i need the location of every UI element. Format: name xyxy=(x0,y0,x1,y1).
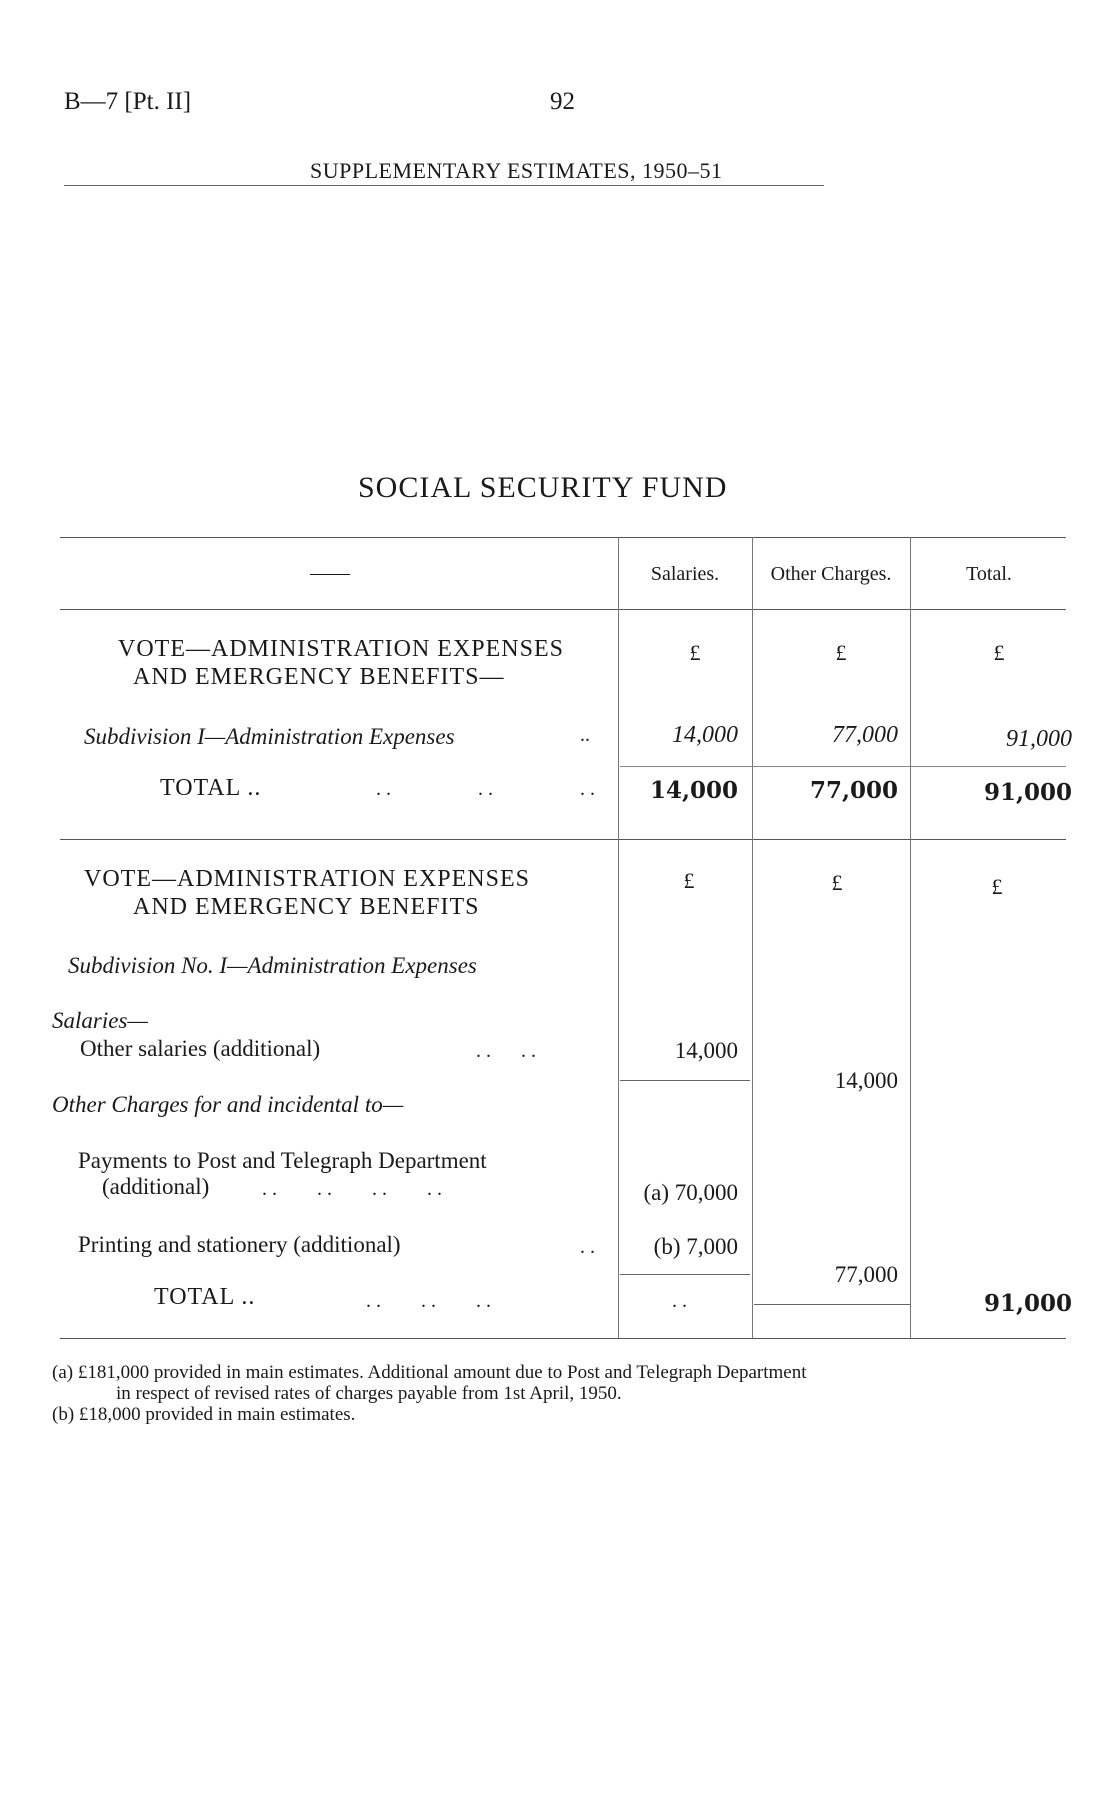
column-header-other-charges: Other Charges. xyxy=(770,563,892,585)
running-title: SUPPLEMENTARY ESTIMATES, 1950–51 xyxy=(310,158,723,183)
total-salaries-value: 14,000 xyxy=(649,777,738,804)
subtotal-rule xyxy=(620,766,1066,767)
subdivision-label: Subdivision No. I—Administration Expenses xyxy=(68,953,477,978)
table-bottom-rule xyxy=(60,1338,1066,1339)
currency-symbol: £ xyxy=(831,870,843,895)
page-title: SOCIAL SECURITY FUND xyxy=(358,471,728,504)
line-item-value: (b) 7,000 xyxy=(653,1234,738,1259)
column-header-total: Total. xyxy=(966,563,1012,585)
page-number: 92 xyxy=(550,88,575,115)
line-item-value: 14,000 xyxy=(674,1038,738,1063)
leader-dots: . . xyxy=(376,778,391,800)
footnote-b: (b) £18,000 provided in main estimates. xyxy=(52,1404,356,1425)
total-total-value: 91,000 xyxy=(983,779,1072,806)
currency-symbol: £ xyxy=(991,874,1003,899)
currency-symbol: £ xyxy=(689,640,701,665)
currency-symbol: £ xyxy=(993,640,1005,665)
footnote-a: (a) £181,000 provided in main estimates. Additional amount due to Post and Telegraph Department xyxy=(52,1362,807,1383)
footnote-a-continued: in respect of revised rates of charges payable from 1st April, 1950. xyxy=(116,1383,622,1404)
line-item-label: Other salaries (additional) xyxy=(80,1036,321,1061)
section-divider-rule xyxy=(60,839,1066,840)
subdivision-other-charges-value: 77,000 xyxy=(832,722,898,748)
subdivision-label: Subdivision I—Administration Expenses xyxy=(84,724,455,749)
leader-dots: . . . . . . . . xyxy=(262,1178,442,1200)
stub-dash: —— xyxy=(310,562,350,584)
currency-symbol: £ xyxy=(835,640,847,665)
vote-heading: VOTE—ADMINISTRATION EXPENSES xyxy=(84,866,530,892)
page-ref: B—7 [Pt. II] xyxy=(64,88,192,115)
other-charges-subtotal: 77,000 xyxy=(834,1262,898,1287)
column-divider xyxy=(910,537,911,1338)
vote-heading: AND EMERGENCY BENEFITS xyxy=(133,894,480,920)
vote-heading: VOTE—ADMINISTRATION EXPENSES xyxy=(118,636,564,662)
leader-dots: . . . . xyxy=(476,1040,536,1062)
salaries-heading: Salaries— xyxy=(52,1008,148,1033)
header-bottom-rule xyxy=(60,609,1066,610)
column-divider xyxy=(752,537,753,1338)
leader-dots: . . xyxy=(478,778,493,800)
other-charges-heading: Other Charges for and incidental to— xyxy=(52,1092,404,1117)
salaries-subtotal: 14,000 xyxy=(834,1068,898,1093)
subdivision-salaries-value: 14,000 xyxy=(672,722,738,748)
subtotal-rule xyxy=(754,1304,910,1305)
line-item-value: (a) 70,000 xyxy=(643,1180,738,1205)
leader-dots: .. xyxy=(580,724,590,746)
header-rule xyxy=(64,185,824,186)
subdivision-total-value: 91,000 xyxy=(1006,726,1072,752)
grand-total-value: 91,000 xyxy=(983,1290,1072,1317)
leader-dots: . . xyxy=(672,1290,687,1312)
line-item-label: (additional) xyxy=(102,1174,210,1199)
line-item-label: Payments to Post and Telegraph Department xyxy=(78,1148,487,1173)
total-other-charges-value: 77,000 xyxy=(809,777,898,804)
column-header-salaries: Salaries. xyxy=(650,563,720,585)
table-top-rule xyxy=(60,537,1066,538)
subtotal-rule xyxy=(620,1274,750,1275)
subtotal-rule xyxy=(620,1080,750,1081)
leader-dots: . . xyxy=(580,1236,595,1258)
currency-symbol: £ xyxy=(683,868,695,893)
vote-heading: AND EMERGENCY BENEFITS— xyxy=(133,664,505,690)
column-divider xyxy=(618,537,619,1338)
line-item-label: Printing and stationery (additional) xyxy=(78,1232,401,1257)
total-label: TOTAL .. xyxy=(154,1284,256,1310)
leader-dots: . . . . . . xyxy=(366,1290,491,1312)
total-label: TOTAL .. xyxy=(160,775,262,801)
leader-dots: . . xyxy=(580,778,595,800)
